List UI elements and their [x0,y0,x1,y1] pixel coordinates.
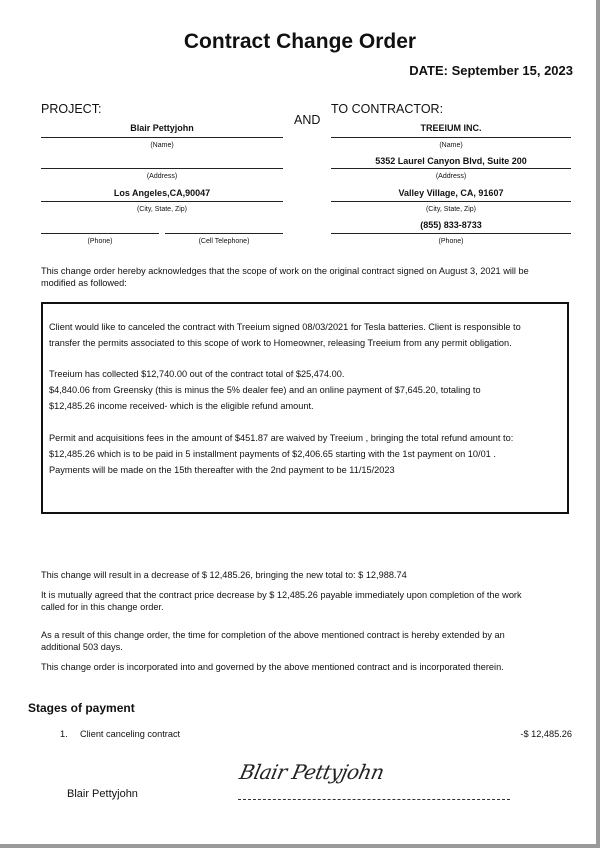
project-name-label: (Name) [150,142,174,149]
contractor-heading: TO CONTRACTOR: [331,102,444,116]
extension-line-2: additional 503 days. [41,642,123,652]
project-cell-line [165,233,283,234]
signature-line [238,799,510,800]
project-heading: PROJECT: [41,102,102,116]
agreement-line-1: It is mutually agreed that the contract price decrease by $ 12,485.26 payable immediately upon completion of the work [41,590,522,600]
change-result: This change will result in a decrease of $ 12,485.26, bringing the new total to: $ 12,988.74 [41,570,407,580]
stage-number: 1. [60,729,68,739]
contractor-phone-line [331,233,571,234]
box-p2-line-3: $12,485.26 income received- which is the eligible refund amount. [49,401,314,411]
box-p1-line-1: Client would like to canceled the contract with Treeium signed 08/03/2021 for Tesla batteries. Client is responsible to [49,322,521,332]
contractor-city: Valley Village, CA, 91607 [398,188,504,198]
stages-heading: Stages of payment [28,701,135,715]
incorporation-text: This change order is incorporated into and governed by the above mentioned contract and is incorporated therein. [41,662,504,672]
box-p2-line-1: Treeium has collected $12,740.00 out of the contract total of $25,474.00. [49,369,345,379]
project-name: Blair Pettyjohn [130,123,194,133]
project-address-line [41,168,283,169]
handwritten-signature: Blair Pettyjohn [237,760,387,784]
agreement-line-2: called for in this change order. [41,602,164,612]
project-city: Los Angeles,CA,90047 [113,188,211,198]
contractor-address-line [331,168,571,169]
contractor-name-line [331,137,571,138]
project-cell-label: (Cell Telephone) [198,238,250,245]
contractor-phone: (855) 833-8733 [420,220,482,230]
project-phone-line [41,233,159,234]
document-date: DATE: September 15, 2023 [409,63,573,78]
page-edge-bottom [0,844,600,848]
project-city-line [41,201,283,202]
box-p3-line-2: $12,485.26 which is to be paid in 5 installment payments of $2,406.65 starting with the 1st payment on 10/01 . [49,449,496,459]
box-p3-line-3: Payments will be made on the 15th thereafter with the 2nd payment to be 11/15/2023 [49,465,395,475]
stage-amount: -$ 12,485.26 [520,729,572,739]
change-details-box [41,302,569,514]
stage-label: Client canceling contract [80,729,181,739]
intro-line-1: This change order hereby acknowledges that the scope of work on the original contract signed on August 3, 2021 will be [41,266,529,276]
box-p1-line-2: transfer the permits associated to this scope of work to Homeowner, releasing Treeium from any permit obligation. [49,338,512,348]
project-city-label: (City, State, Zip) [136,206,188,213]
box-p2-line-2: $4,840.06 from Greensky (this is minus the 5% dealer fee) and an online payment of $7,645.20, totaling to [49,385,481,395]
and-label: AND [294,113,321,127]
contractor-name-label: (Name) [439,142,463,149]
project-name-line [41,137,283,138]
contractor-city-line [331,201,571,202]
contractor-city-label: (City, State, Zip) [425,206,477,213]
contractor-name: TREEIUM INC. [420,123,482,133]
contractor-phone-label: (Phone) [438,238,464,245]
signer-printed-name: Blair Pettyjohn [67,788,138,800]
document-title: Contract Change Order [183,30,417,53]
intro-line-2: modified as followed: [41,278,127,288]
project-address-label: (Address) [146,173,178,180]
extension-line-1: As a result of this change order, the time for completion of the above mentioned contract is hereby extended by an [41,630,505,640]
page-edge-right [596,0,600,848]
project-phone-label: (Phone) [87,238,113,245]
box-p3-line-1: Permit and acquisitions fees in the amount of $451.87 are waived by Treeium , bringing the total refund amount to: [49,433,514,443]
contractor-address-label: (Address) [435,173,467,180]
contractor-address: 5352 Laurel Canyon Blvd, Suite 200 [375,156,527,166]
